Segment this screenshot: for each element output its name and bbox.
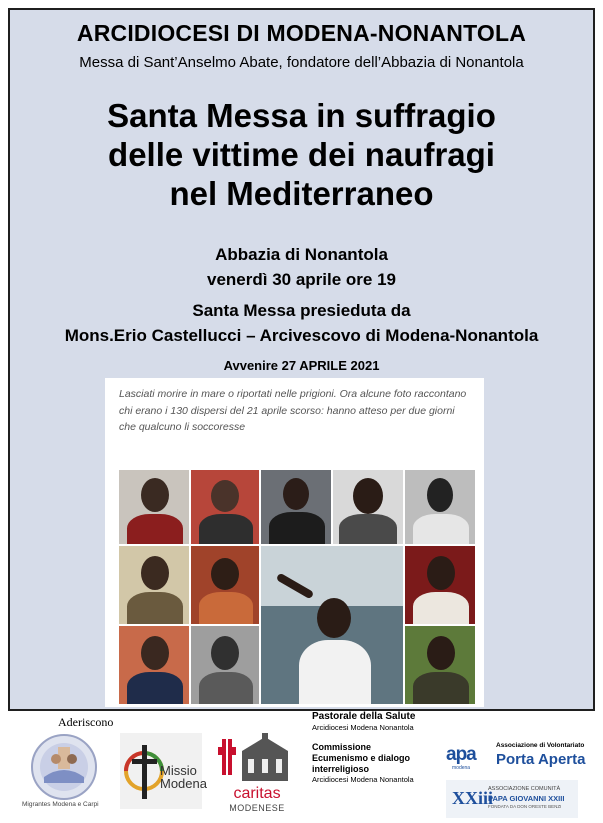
event-place: Abbazia di Nonantola (215, 245, 388, 264)
missio-modena-logo (120, 733, 207, 809)
event-info (10, 242, 593, 292)
supporters-footer (0, 711, 603, 823)
diocese-heading: ARCIDIOCESI DI MODENA-NONANTOLA (76, 20, 527, 46)
migrantes-caption: Migrantes Modena e Carpi (22, 801, 99, 808)
migrantes-logo (28, 733, 100, 803)
porta-name: Porta Aperta (496, 751, 586, 768)
commissione-line: Ecumenismo e dialogo (312, 753, 411, 763)
victim-photo (333, 470, 403, 544)
event-datetime: venerdì 30 aprile ore 19 (207, 270, 396, 289)
pastorale-title: Pastorale della Salute (312, 711, 416, 722)
pastorale-block (312, 711, 452, 784)
presided-by: Santa Messa presieduta da (192, 301, 411, 320)
celebrant-info (10, 298, 593, 348)
supporters-label: Aderiscono (58, 715, 114, 729)
commissione-line: interreligioso (312, 764, 370, 774)
victim-photo (261, 470, 331, 544)
modena-word: Modena (160, 776, 207, 791)
caritas-word: caritas (233, 785, 281, 802)
apa-modena: modena (452, 765, 471, 771)
main-title-line: nel Mediterraneo (169, 175, 434, 212)
poster-panel (8, 8, 595, 711)
papa-giovanni-logo (446, 780, 578, 818)
missio-text (160, 764, 207, 790)
main-title-line: delle vittime dei naufragi (108, 136, 495, 173)
xxiii-mark: XXiii (452, 788, 494, 808)
porta-association: Associazione di Volontariato (496, 742, 585, 749)
papa-founder: FONDATA DA DON ORESTE BENZI (488, 804, 562, 809)
celebrant-name: Mons.Erio Castellucci – Arcivescovo di Modena-Nonantola (64, 326, 539, 345)
victim-photo (405, 546, 475, 624)
papa-association: ASSOCIAZIONE COMUNITÀ (488, 786, 561, 792)
article-clipping (105, 378, 484, 707)
main-title (10, 96, 593, 213)
article-source: Avvenire 27 APRILE 2021 (223, 358, 380, 373)
victim-photo (191, 546, 259, 624)
victim-photo (119, 626, 189, 704)
victim-photo (405, 626, 475, 704)
missio-word: Missio (160, 763, 197, 778)
victim-photo-sea (261, 546, 403, 704)
papa-name: PAPA GIOVANNI XXIII (488, 794, 565, 803)
porta-aperta-logo (446, 742, 588, 772)
commissione-line: Commissione (312, 742, 372, 752)
victim-photo (191, 470, 259, 544)
victim-photo (191, 626, 259, 704)
victim-photo (119, 546, 189, 624)
caritas-modenese-logo (218, 733, 296, 817)
article-caption: Lasciati morire in mare o riportati nelle prigioni. Ora alcune foto raccontano chi erano i 130 dispersi del 21 aprile scorso: hanno atteso per due giorni che qualcuno li soccoresse (119, 388, 467, 433)
caritas-city: MODENESE (229, 803, 285, 813)
pastorale-org: Arcidiocesi Modena Nonantola (312, 723, 414, 732)
victim-photo (119, 470, 189, 544)
main-title-line: Santa Messa in suffragio (107, 97, 496, 134)
commissione-org: Arcidiocesi Modena Nonantola (312, 775, 414, 784)
victim-photo (405, 470, 475, 544)
apa-mark: apa (446, 744, 476, 765)
subtitle: Messa di Sant’Anselmo Abate, fondatore dell’Abbazia di Nonantola (79, 54, 524, 71)
